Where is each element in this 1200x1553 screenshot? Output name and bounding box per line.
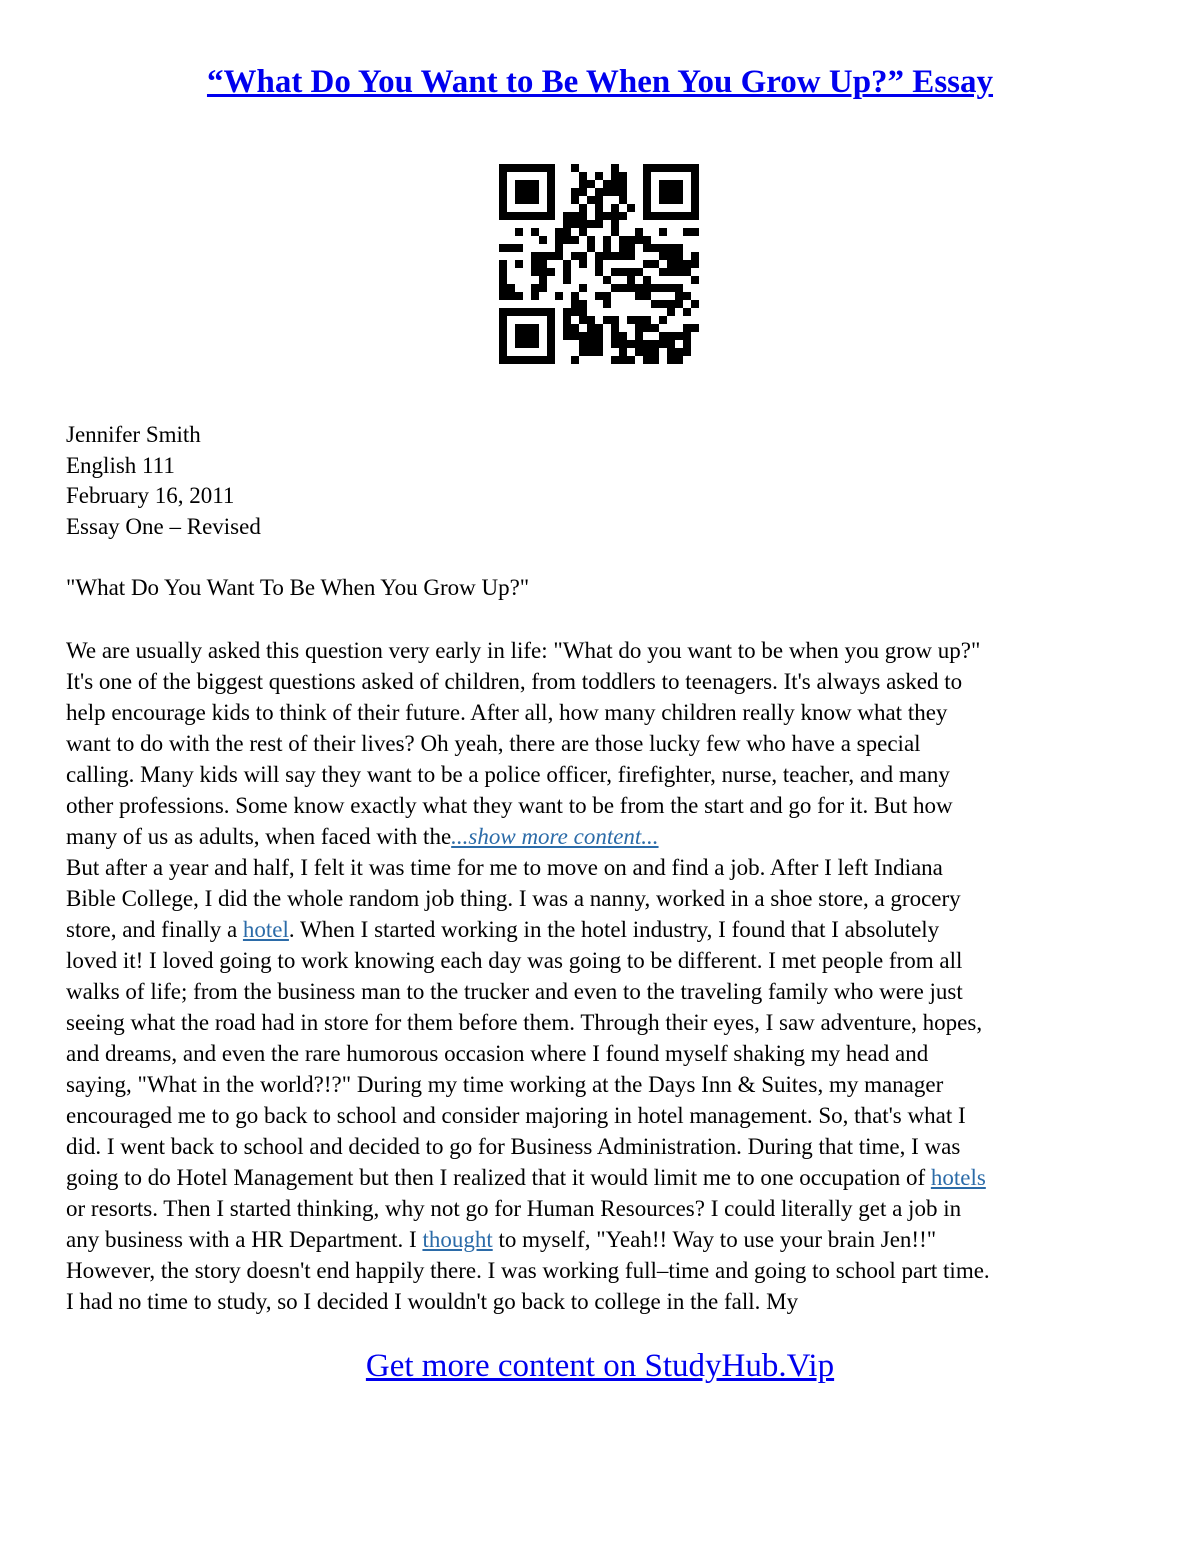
essay-line xyxy=(66,1162,1146,1193)
essay-line xyxy=(66,821,1146,852)
essay-line: But after a year and half, I felt it was time for me to move on and find a job. After I left Indiana xyxy=(66,855,943,880)
essay-line-text: to myself, "Yeah!! Way to use your brain Jen!!" xyxy=(492,1227,937,1252)
essay-line xyxy=(66,914,1146,945)
essay-line: want to do with the rest of their lives? Oh yeah, there are those lucky few who have a special xyxy=(66,731,921,756)
essay-subtitle: "What Do You Want To Be When You Grow Up?" xyxy=(66,575,530,600)
essay-line: saying, "What in the world?!?" During my time working at the Days Inn & Suites, my manager xyxy=(66,1072,944,1097)
essay-line xyxy=(66,1224,1146,1255)
show-more-link[interactable]: ...show more content... xyxy=(451,824,659,849)
essay-line: Bible College, I did the whole random job thing. I was a nanny, worked in a shoe store, a grocery xyxy=(66,886,961,911)
essay-line: other professions. Some know exactly what they want to be from the start and go for it. But how xyxy=(66,793,953,818)
author-name: Jennifer Smith xyxy=(66,422,201,447)
essay-line: loved it! I loved going to work knowing each day was going to be different. I met people from all xyxy=(66,948,963,973)
essay-line: walks of life; from the business man to the trucker and even to the traveling family who were just xyxy=(66,979,963,1004)
essay-line: or resorts. Then I started thinking, why not go for Human Resources? I could literally get a job in xyxy=(66,1196,962,1221)
essay-line-text: store, and finally a xyxy=(66,917,243,942)
essay-line: However, the story doesn't end happily there. I was working full–time and going to school part time. xyxy=(66,1258,990,1283)
keyword-link-hotels[interactable]: hotels xyxy=(930,1165,986,1190)
essay-line: encouraged me to go back to school and consider majoring in hotel management. So, that's what I xyxy=(66,1103,966,1128)
essay-line-text: any business with a HR Department. I xyxy=(66,1227,423,1252)
essay-line: did. I went back to school and decided to go for Business Administration. During that time, I was xyxy=(66,1134,961,1159)
essay-line-text: going to do Hotel Management but then I realized that it would limit me to one occupation of xyxy=(66,1165,931,1190)
essay-body xyxy=(66,635,1146,1317)
course-name: English 111 xyxy=(66,452,175,478)
essay-line: calling. Many kids will say they want to be a police officer, firefighter, nurse, teacher, and many xyxy=(66,762,950,787)
qr-code-icon xyxy=(499,164,699,364)
essay-title-link[interactable]: “What Do You Want to Be When You Grow Up?” Essay xyxy=(206,64,994,100)
essay-line: seeing what the road had in store for them before them. Through their eyes, I saw adventure, hopes, xyxy=(66,1010,983,1035)
assignment-name: Essay One – Revised xyxy=(66,513,261,539)
essay-meta xyxy=(66,420,261,542)
essay-date: February 16, 2011 xyxy=(66,483,235,508)
essay-line: I had no time to study, so I decided I wouldn't go back to college in the fall. My xyxy=(66,1289,799,1314)
essay-line: and dreams, and even the rare humorous occasion where I found myself shaking my head and xyxy=(66,1041,929,1066)
studyhub-link[interactable]: Get more content on StudyHub.Vip xyxy=(365,1348,835,1384)
essay-line: help encourage kids to think of their future. After all, how many children really know what they xyxy=(66,700,948,725)
essay-line: It's one of the biggest questions asked of children, from toddlers to teenagers. It's always asked to xyxy=(66,669,963,694)
keyword-link-hotel[interactable]: hotel xyxy=(242,917,289,942)
footer xyxy=(0,1348,1200,1385)
essay-line-text: . When I started working in the hotel industry, I found that I absolutely xyxy=(288,917,940,942)
essay-line: We are usually asked this question very early in life: "What do you want to be when you grow up?" xyxy=(66,638,981,663)
essay-title xyxy=(0,64,1200,101)
essay-line-text: many of us as adults, when faced with the xyxy=(66,824,452,849)
keyword-link-thought[interactable]: thought xyxy=(422,1227,493,1252)
